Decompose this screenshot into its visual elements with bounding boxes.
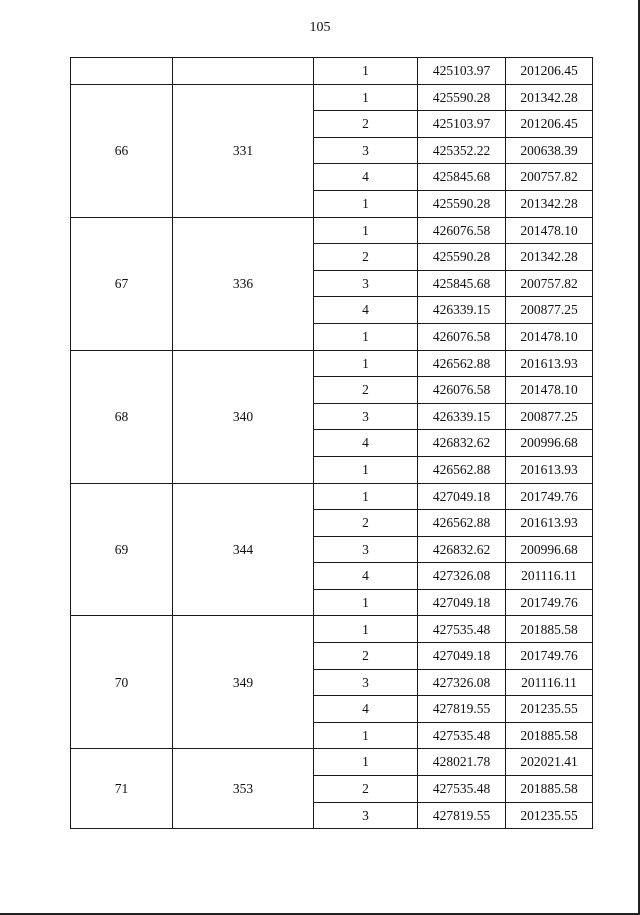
point-number-cell: 1 xyxy=(314,84,418,111)
section-number-cell: 353 xyxy=(173,749,314,829)
group-number-cell xyxy=(71,58,173,85)
y-coordinate-cell: 201749.76 xyxy=(506,589,593,616)
y-coordinate-cell: 201749.76 xyxy=(506,483,593,510)
point-number-cell: 4 xyxy=(314,297,418,324)
x-coordinate-cell: 426076.58 xyxy=(418,217,506,244)
x-coordinate-cell: 425103.97 xyxy=(418,58,506,85)
section-number-cell: 336 xyxy=(173,217,314,350)
y-coordinate-cell: 201342.28 xyxy=(506,84,593,111)
group-number-cell: 67 xyxy=(71,217,173,350)
table-row xyxy=(71,616,593,643)
point-number-cell: 2 xyxy=(314,111,418,138)
point-number-cell: 4 xyxy=(314,563,418,590)
section-number-cell: 340 xyxy=(173,350,314,483)
x-coordinate-cell: 427049.18 xyxy=(418,589,506,616)
x-coordinate-cell: 426562.88 xyxy=(418,350,506,377)
x-coordinate-cell: 426562.88 xyxy=(418,456,506,483)
x-coordinate-cell: 426562.88 xyxy=(418,510,506,537)
x-coordinate-cell: 425590.28 xyxy=(418,244,506,271)
group-number-cell: 70 xyxy=(71,616,173,749)
point-number-cell: 1 xyxy=(314,483,418,510)
table-row xyxy=(71,58,593,85)
point-number-cell: 1 xyxy=(314,589,418,616)
section-number-cell xyxy=(173,58,314,85)
x-coordinate-cell: 426076.58 xyxy=(418,323,506,350)
point-number-cell: 1 xyxy=(314,217,418,244)
point-number-cell: 4 xyxy=(314,430,418,457)
section-number-cell: 331 xyxy=(173,84,314,217)
section-number-cell: 344 xyxy=(173,483,314,616)
x-coordinate-cell: 427049.18 xyxy=(418,483,506,510)
point-number-cell: 4 xyxy=(314,164,418,191)
y-coordinate-cell: 200877.25 xyxy=(506,403,593,430)
point-number-cell: 1 xyxy=(314,350,418,377)
x-coordinate-cell: 427535.48 xyxy=(418,616,506,643)
y-coordinate-cell: 202021.41 xyxy=(506,749,593,776)
y-coordinate-cell: 200638.39 xyxy=(506,137,593,164)
x-coordinate-cell: 426339.15 xyxy=(418,297,506,324)
x-coordinate-cell: 427049.18 xyxy=(418,643,506,670)
x-coordinate-cell: 425845.68 xyxy=(418,164,506,191)
x-coordinate-cell: 428021.78 xyxy=(418,749,506,776)
y-coordinate-cell: 201885.58 xyxy=(506,776,593,803)
point-number-cell: 4 xyxy=(314,696,418,723)
x-coordinate-cell: 425845.68 xyxy=(418,270,506,297)
y-coordinate-cell: 201206.45 xyxy=(506,58,593,85)
table-row xyxy=(71,483,593,510)
section-number-cell: 349 xyxy=(173,616,314,749)
point-number-cell: 3 xyxy=(314,403,418,430)
y-coordinate-cell: 200877.25 xyxy=(506,297,593,324)
y-coordinate-cell: 201235.55 xyxy=(506,802,593,829)
x-coordinate-cell: 426076.58 xyxy=(418,377,506,404)
y-coordinate-cell: 200996.68 xyxy=(506,536,593,563)
point-number-cell: 1 xyxy=(314,323,418,350)
point-number-cell: 1 xyxy=(314,749,418,776)
y-coordinate-cell: 201613.93 xyxy=(506,510,593,537)
page-number: 105 xyxy=(309,20,331,35)
x-coordinate-cell: 427535.48 xyxy=(418,776,506,803)
x-coordinate-cell: 426832.62 xyxy=(418,536,506,563)
x-coordinate-cell: 425103.97 xyxy=(418,111,506,138)
y-coordinate-cell: 201342.28 xyxy=(506,244,593,271)
group-number-cell: 69 xyxy=(71,483,173,616)
point-number-cell: 1 xyxy=(314,616,418,643)
coordinates-table xyxy=(70,57,593,829)
y-coordinate-cell: 201116.11 xyxy=(506,669,593,696)
y-coordinate-cell: 201478.10 xyxy=(506,323,593,350)
y-coordinate-cell: 200757.82 xyxy=(506,164,593,191)
y-coordinate-cell: 201342.28 xyxy=(506,190,593,217)
point-number-cell: 3 xyxy=(314,536,418,563)
x-coordinate-cell: 427326.08 xyxy=(418,669,506,696)
y-coordinate-cell: 201478.10 xyxy=(506,377,593,404)
y-coordinate-cell: 201478.10 xyxy=(506,217,593,244)
point-number-cell: 1 xyxy=(314,722,418,749)
x-coordinate-cell: 425590.28 xyxy=(418,84,506,111)
point-number-cell: 2 xyxy=(314,643,418,670)
y-coordinate-cell: 201885.58 xyxy=(506,722,593,749)
y-coordinate-cell: 201206.45 xyxy=(506,111,593,138)
coordinates-table-body xyxy=(71,58,593,829)
point-number-cell: 1 xyxy=(314,58,418,85)
y-coordinate-cell: 201613.93 xyxy=(506,456,593,483)
point-number-cell: 1 xyxy=(314,190,418,217)
point-number-cell: 3 xyxy=(314,802,418,829)
point-number-cell: 3 xyxy=(314,137,418,164)
x-coordinate-cell: 427819.55 xyxy=(418,802,506,829)
point-number-cell: 2 xyxy=(314,244,418,271)
x-coordinate-cell: 427819.55 xyxy=(418,696,506,723)
y-coordinate-cell: 200996.68 xyxy=(506,430,593,457)
x-coordinate-cell: 425352.22 xyxy=(418,137,506,164)
table-row xyxy=(71,84,593,111)
group-number-cell: 66 xyxy=(71,84,173,217)
x-coordinate-cell: 426339.15 xyxy=(418,403,506,430)
table-row xyxy=(71,350,593,377)
point-number-cell: 3 xyxy=(314,270,418,297)
x-coordinate-cell: 425590.28 xyxy=(418,190,506,217)
group-number-cell: 71 xyxy=(71,749,173,829)
group-number-cell: 68 xyxy=(71,350,173,483)
point-number-cell: 2 xyxy=(314,510,418,537)
y-coordinate-cell: 201885.58 xyxy=(506,616,593,643)
point-number-cell: 3 xyxy=(314,669,418,696)
x-coordinate-cell: 427326.08 xyxy=(418,563,506,590)
point-number-cell: 1 xyxy=(314,456,418,483)
point-number-cell: 2 xyxy=(314,377,418,404)
x-coordinate-cell: 426832.62 xyxy=(418,430,506,457)
table-row xyxy=(71,217,593,244)
point-number-cell: 2 xyxy=(314,776,418,803)
x-coordinate-cell: 427535.48 xyxy=(418,722,506,749)
y-coordinate-cell: 201749.76 xyxy=(506,643,593,670)
y-coordinate-cell: 200757.82 xyxy=(506,270,593,297)
y-coordinate-cell: 201116.11 xyxy=(506,563,593,590)
table-row xyxy=(71,749,593,776)
y-coordinate-cell: 201235.55 xyxy=(506,696,593,723)
y-coordinate-cell: 201613.93 xyxy=(506,350,593,377)
